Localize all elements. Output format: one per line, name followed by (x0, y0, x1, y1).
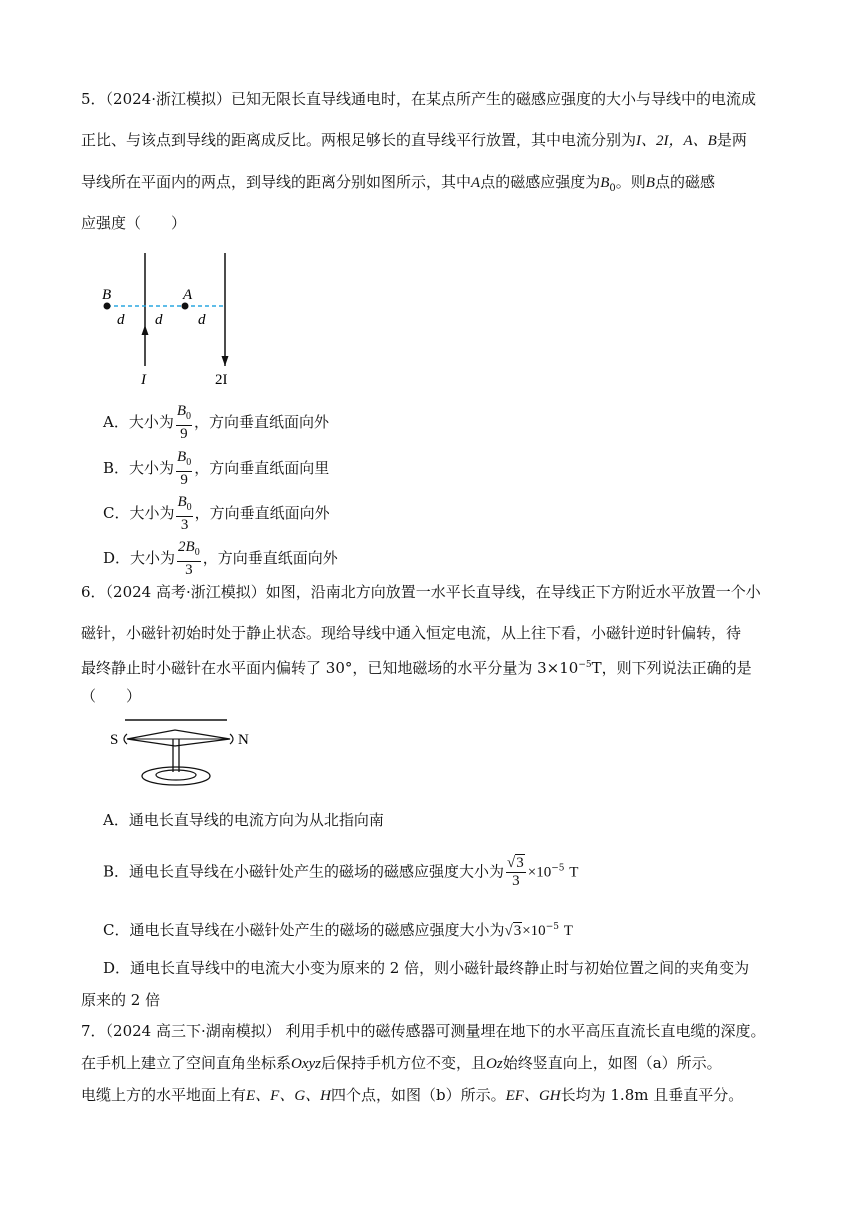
exponent: −5 (545, 922, 559, 932)
frac-num: B (177, 449, 187, 465)
q5-line-3 (81, 172, 715, 199)
q6-exponent: −5 (578, 660, 592, 670)
q7-line-3-mid: 四个点，如图（b）所示。 (331, 1086, 506, 1104)
q5-point-a: A (471, 175, 481, 191)
sqrt: √3 (504, 923, 522, 939)
label-d-2: d (155, 312, 163, 328)
q5-b0: B (600, 175, 610, 191)
rotation-arrow-icon (124, 734, 127, 744)
option-suffix: ，方向垂直纸面向里 (194, 459, 330, 477)
frac-den: 3 (180, 517, 189, 533)
q5-line-3-mid: 点的磁感应强度为 (480, 173, 601, 191)
option-prefix: C．通电长直导线在小磁针处产生的磁场的磁感应强度大小为 (103, 921, 505, 939)
q6-line-3-tail: T，则下列说法正确的是 (591, 659, 752, 677)
frac-sub: 0 (186, 502, 192, 513)
q6-line-2: 磁针，小磁针初始时处于静止状态。现给导线中通入恒定电流，从上往下看，小磁针逆时针偏转，待 (81, 624, 742, 642)
q6-line-4: （ ） (81, 687, 142, 705)
fraction: $\frac{√3}{3}$ (507, 855, 524, 889)
q5-option-a[interactable] (103, 403, 329, 443)
fraction (177, 539, 201, 579)
frac-den: 9 (180, 472, 188, 488)
q6-option-a[interactable]: A．通电长直导线的电流方向为从北指向南 (103, 811, 384, 829)
frac-num: B (177, 494, 187, 510)
q7-line-2-text: 在手机上建立了空间直角坐标系 (81, 1054, 292, 1072)
frac-sub: 0 (186, 411, 192, 422)
option-prefix: A．大小为 (103, 413, 174, 431)
sqrt-radicand: 3 (513, 923, 522, 939)
q7-line-2-tail: 始终竖直向上，如图（a）所示。 (502, 1054, 722, 1072)
q6-line-3-text: 最终静止时小磁针在水平面内偏转了 30°，已知地磁场的水平分量为 3×10 (81, 659, 579, 677)
up-arrow-icon (142, 325, 149, 335)
fraction (176, 494, 192, 534)
q7-points: E、F、G、H (246, 1088, 332, 1104)
option-suffix: ，方向垂直纸面向外 (194, 504, 330, 522)
times-ten: ×10 (527, 864, 552, 881)
q6-line-1: 6．（2024 高考·浙江模拟）如图，沿南北方向放置一水平长直导线，在导线正下方附近水平放置一个小 (81, 583, 761, 601)
option-prefix: B．大小为 (103, 459, 175, 477)
q6-option-d-cont: 原来的 2 倍 (81, 991, 161, 1009)
q6-compass-diagram (105, 712, 255, 792)
fraction (176, 449, 192, 489)
option-suffix: ，方向垂直纸面向外 (202, 549, 338, 567)
q5-b0-sub: 0 (609, 183, 616, 194)
q6-option-b[interactable] (103, 855, 578, 890)
frac-den: 3 (512, 873, 520, 889)
q7-oz: Oz (486, 1056, 503, 1072)
q5-line-2-tail: 是两 (716, 131, 747, 149)
label-d-3: d (198, 312, 206, 328)
point-b-dot (104, 303, 111, 310)
q5-line-3-text: 导线所在平面内的两点，到导线的距离分别如图所示，其中 (81, 173, 472, 191)
q5-option-c[interactable] (103, 494, 330, 534)
label-d-1: d (117, 312, 125, 328)
frac-sub: 0 (186, 457, 192, 468)
unit: T (563, 923, 573, 939)
label-current-i: I (141, 372, 146, 388)
q5-wire-diagram (95, 248, 245, 390)
times-ten: ×10 (522, 923, 546, 939)
q6-line-3 (81, 655, 752, 678)
option-suffix: ，方向垂直纸面向外 (194, 413, 330, 431)
q5-line-2 (81, 130, 747, 151)
q7-line-2 (81, 1053, 722, 1074)
label-n: N (238, 732, 249, 748)
exponent: −5 (551, 863, 565, 874)
q7-line-3-tail: 长均为 1.8m 且垂直平分。 (560, 1086, 744, 1104)
q5-line-3-tail: 点的磁感 (654, 173, 715, 191)
q5-line-3-mid2: 。则 (615, 173, 646, 191)
base-inner (156, 770, 196, 780)
q5-currents-math: I、2I，A、B (636, 133, 717, 149)
frac-num: B (176, 403, 187, 419)
q5-option-b[interactable] (103, 449, 329, 489)
unit: T (569, 864, 579, 881)
label-a: A (183, 287, 193, 303)
sqrt-radicand: 3 (516, 855, 524, 871)
q5-point-b: B (645, 175, 655, 191)
label-current-2i: 2I (215, 372, 228, 388)
q5-option-d[interactable] (103, 539, 338, 579)
frac-sub: 0 (194, 547, 200, 558)
down-arrow-icon (222, 356, 229, 366)
rotation-arrow-icon (230, 734, 233, 744)
q5-line-1: 5．（2024·浙江模拟）已知无限长直导线通电时，在某点所产生的磁感应强度的大小与导线中的电流成 (81, 90, 756, 108)
option-prefix: B．通电长直导线在小磁针处产生的磁场的磁感应强度大小为 (103, 862, 505, 881)
q7-oxyz: Oxyz (291, 1056, 322, 1072)
label-b: B (102, 287, 112, 303)
q7-line-3-text: 电缆上方的水平地面上有 (81, 1086, 247, 1104)
frac-num: 2B (178, 539, 195, 555)
q5-line-4: 应强度（ ） (81, 214, 187, 232)
fraction (176, 403, 192, 443)
option-prefix: D．大小为 (103, 549, 176, 567)
option-prefix: C．大小为 (103, 504, 175, 522)
q5-line-2-text: 正比、与该点到导线的距离成反比。两根足够长的直导线平行放置，其中电流分别为 (81, 131, 637, 149)
q7-line-3 (81, 1085, 743, 1106)
frac-den: 9 (180, 426, 188, 442)
label-s: S (110, 732, 119, 748)
q7-line-2-mid: 后保持手机方位不变，且 (321, 1054, 487, 1072)
q7-line-1: 7．（2024 高三下·湖南模拟） 利用手机中的磁传感器可测量埋在地下的水平高压直流长直电缆的深度。 (81, 1022, 766, 1040)
point-a-dot (182, 303, 189, 310)
q6-option-d[interactable]: D．通电长直导线中的电流大小变为原来的 2 倍，则小磁针最终静止时与初始位置之间的夹角变为 (103, 959, 750, 977)
q7-ef-gh: EF、GH (505, 1088, 561, 1104)
q6-option-c[interactable] (103, 917, 573, 941)
frac-den: 3 (185, 562, 193, 578)
